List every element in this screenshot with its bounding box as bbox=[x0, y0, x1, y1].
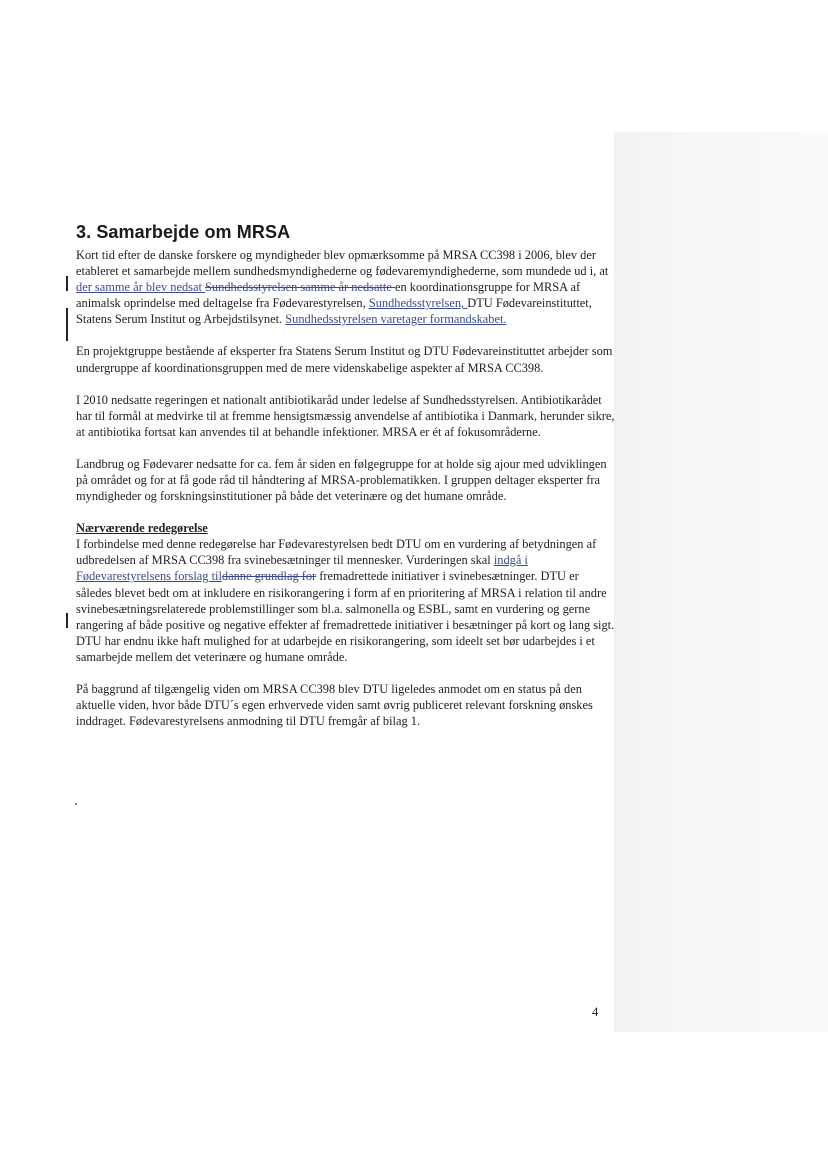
text-run: DTU Fødevareinstituttet, Statens Serum Institut og Arbejdstilsynet. bbox=[76, 296, 592, 327]
change-bar bbox=[66, 276, 68, 291]
text-run: fremadrettede initiativer i svinebesætninger. DTU er således blevet bedt om at inkludere en risikorangering i form af en prioritering af MRSA i relation til andre svinebesætningsrelaterede problemstillinger som bl.a. salmonella og ESBL, samt en vurdering og gerne rangering af både positive og negative effekter af fremadrettede initiativer i besætninger på kort og lang sigt. DTU har endnu ikke haft mulighed for at udarbejde en risikorangering, som ideelt set bør udarbejdes i et samarbejde mellem det veterinære og humane område. bbox=[76, 569, 615, 664]
deleted-text: danne grundlag for bbox=[221, 569, 317, 584]
text-run: Kort tid efter de danske forskere og myndigheder blev opmærksomme på MRSA CC398 i 2006, blev der etableret et samarbejde mellem sundhedsmyndighederne og fødevaremyndighederne, som mundede ud i, at bbox=[76, 248, 609, 279]
change-bar bbox=[66, 308, 68, 341]
scan-dot bbox=[75, 803, 77, 805]
subheading-report: Nærværende redegørelse bbox=[76, 521, 208, 536]
section-content bbox=[76, 222, 616, 745]
paragraph-status-request: På baggrund af tilgængelig viden om MRSA CC398 blev DTU ligeledes anmodet om en status på den aktuelle viden, hvor både DTU´s egen erhvervede viden samt øvrig publiceret relevant forskning ønskes inddraget. Fødevarestyrelsens anmodning til DTU fremgår af bilag 1. bbox=[76, 681, 593, 729]
paragraph-project-group: En projektgruppe bestående af eksperter fra Statens Serum Institut og DTU Fødevareinstituttet arbejder som undergruppe af koordinationsgruppen med de mere videnskabelige aspekter af MRSA CC398. bbox=[76, 344, 613, 375]
paragraph-follow-group: Landbrug og Fødevarer nedsatte for ca. fem år siden en følgegruppe for at holde sig ajour med udviklingen på området og for at få gode råd til håndtering af MRSA-problematikken. I gruppen deltager eksperter fra myndigheder og forskningsinstitutioner på både det veterinære og det humane område. bbox=[76, 456, 607, 504]
page-number: 4 bbox=[592, 1005, 599, 1019]
paragraph-antibiotic-council: I 2010 nedsatte regeringen et nationalt antibiotikaråd under ledelse af Sundhedsstyrelsen. Antibiotikarådet har til formål at medvirke til at fremme hensigtsmæssig anvendelse af antibiotika i Danmark, herunder sikre, at antibiotika fortsat kan anvendes til at behandle infektioner. MRSA er ét af fokusområderne. bbox=[76, 392, 615, 439]
paragraph-collaboration bbox=[76, 247, 616, 327]
text-run: en koordinationsgruppe for MRSA af animalsk oprindelse med deltagelse fra Fødevarestyrelsen, bbox=[76, 280, 581, 311]
change-bar bbox=[66, 613, 68, 628]
scan-shadow-band bbox=[614, 132, 828, 1032]
inserted-text: Sundhedsstyrelsen varetager formandskabet. bbox=[285, 312, 507, 327]
deleted-text: Sundhedsstyrelsen samme år nedsatte bbox=[205, 280, 395, 295]
inserted-text: der samme år blev nedsat bbox=[76, 280, 206, 295]
section-heading: 3. Samarbejde om MRSA bbox=[76, 222, 291, 242]
text-run: I forbindelse med denne redegørelse har Fødevarestyrelsen bedt DTU om en vurdering af betydningen af udbredelsen af MRSA CC398 fra svinebesætninger til mennesker. Vurderingen skal bbox=[76, 537, 597, 568]
paragraph-report bbox=[76, 536, 616, 665]
inserted-text: indgå i Fødevarestyrelsens forslag til bbox=[76, 553, 528, 584]
inserted-text: Sundhedsstyrelsen, bbox=[368, 296, 468, 311]
